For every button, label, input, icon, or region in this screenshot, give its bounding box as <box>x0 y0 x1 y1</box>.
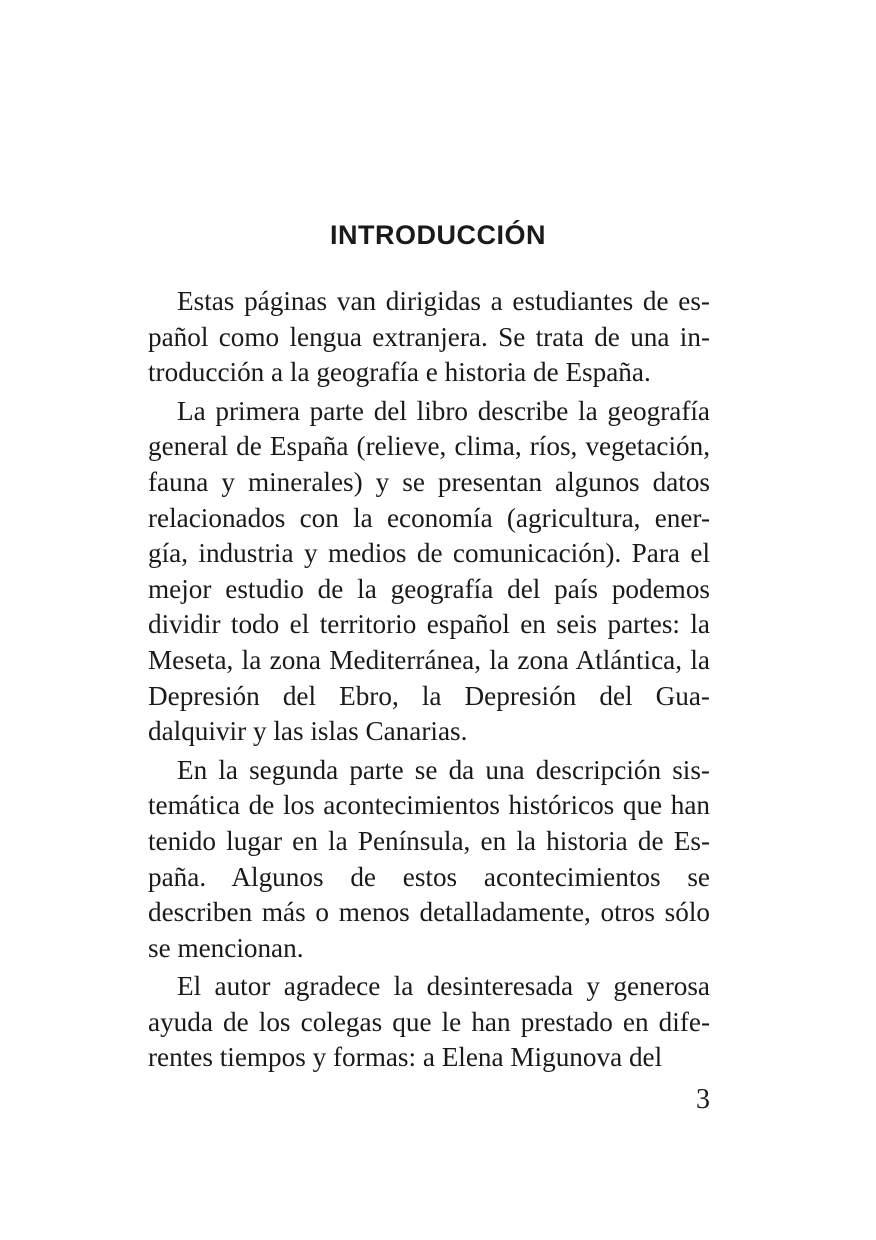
chapter-title: INTRODUCCIÓN <box>330 220 546 250</box>
paragraph-2: La primera parte del libro describe la geografía general de España (relieve, clima, ríos, vegetación, fauna y minerales) y se presentan algunos datos relacionados con la economía (agricultura, ener-gía, industria y medios de comunicación). Para el mejor estudio de la geografía del país podemos dividir todo el territorio español en seis partes: la Meseta, la zona Mediterránea, la zona Atlántica, la Depresión del Ebro, la Depresión del Gua-dalquivir y las islas Canarias. <box>148 395 710 747</box>
body-text <box>148 284 710 1076</box>
paragraph-1: Estas páginas van dirigidas a estudiantes de es-pañol como lengua extranjera. Se trata de una in-troducción a la geografía e historia de España. <box>148 286 710 388</box>
paragraph-3: En la segunda parte se da una descripción sis-temática de los acontecimientos históricos que han tenido lugar en la Península, en la historia de Es-paña. Algunos de estos acontecimientos se describen más o menos detalladamente, otros sólo se mencionan. <box>148 754 710 963</box>
paragraph-4: El autor agradece la desinteresada y generosa ayuda de los colegas que le han prestado en dife-rentes tiempos y formas: a Elena Migunova del <box>148 971 710 1073</box>
page-number: 3 <box>696 1084 710 1115</box>
